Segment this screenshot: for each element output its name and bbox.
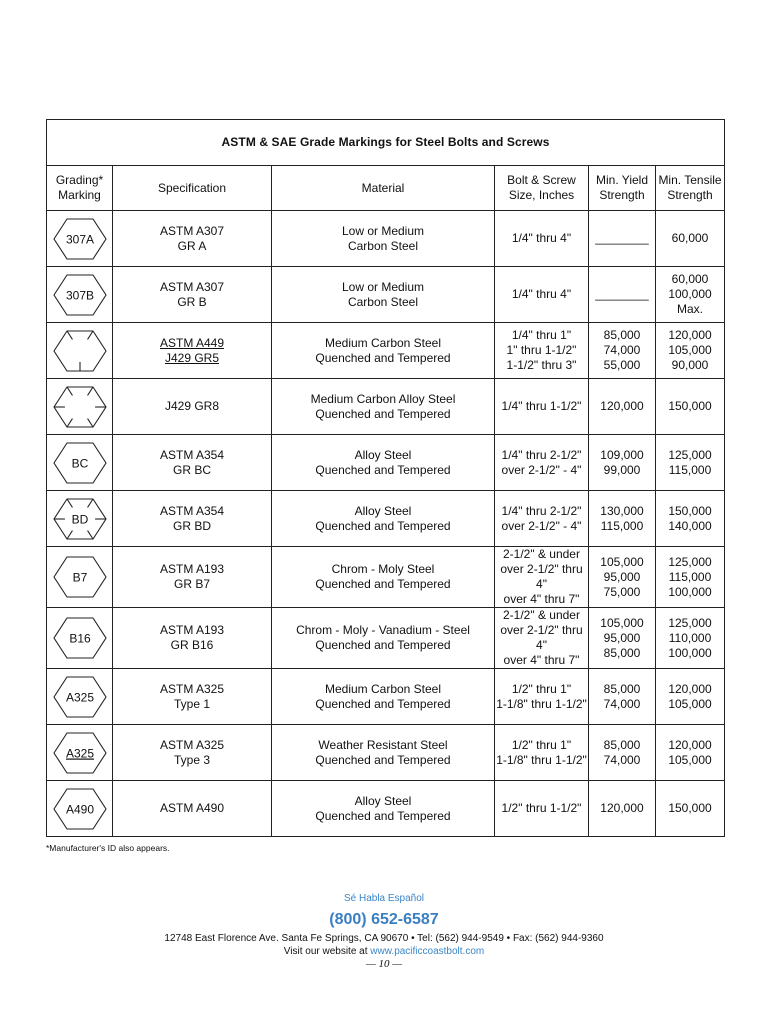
tensile-strength-cell-line: 140,000 [668,518,712,533]
material-cell [272,669,495,725]
material-cell-line: Quenched and Tempered [315,808,451,823]
specification-cell [113,669,272,725]
table-row [47,267,725,323]
specification-cell-line: ASTM A307 [159,279,225,294]
size-cell [495,211,589,267]
material-cell [272,725,495,781]
yield-strength-cell [589,323,656,379]
table-row [47,211,725,267]
size-cell-line: 1/4" thru 2-1/2" [501,447,582,462]
specification-cell-line: ASTM A193 [159,562,225,576]
specification-cell-line: GR B16 [170,638,214,652]
tensile-strength-cell-line: 120,000 [668,328,712,342]
material-cell-line: Quenched and Tempered [315,696,451,711]
material-cell [272,211,495,267]
yield-strength-cell [589,379,656,435]
tensile-strength-cell [656,669,725,725]
tensile-strength-cell-line: 60,000 [671,272,709,286]
tensile-strength-cell [656,725,725,781]
yield-strength-cell-line: 74,000 [603,696,641,711]
yield-strength-cell-line: 85,000 [603,645,641,660]
yield-strength-cell [589,491,656,547]
tensile-strength-cell-line: 125,000 [668,447,712,462]
header-tensile: Min. Tensile Strength [656,166,725,211]
grade-marking-label: A325 [65,690,94,704]
size-cell-line: 1-1/8" thru 1-1/2" [496,752,587,767]
yield-strength-cell-line: 120,000 [600,801,644,815]
yield-strength-cell-line: 55,000 [603,358,641,372]
material-cell [272,323,495,379]
tensile-strength-cell [656,547,725,608]
table-row [47,379,725,435]
table-row [47,725,725,781]
hexagon-307b-icon [53,273,107,317]
hexagon-three-radial-lines-icon [53,329,107,373]
header-material: Material [272,166,495,211]
size-cell-line: 2-1/2" & under [503,608,580,622]
size-cell-line: over 2-1/2" thru 4" [500,623,583,652]
grade-marking-label: 307A [65,232,94,246]
table-title: ASTM & SAE Grade Markings for Steel Bolts and Screws [47,120,725,166]
material-cell-line: Chrom - Moly - Vanadium - Steel [296,623,470,637]
size-cell-line: over 2-1/2" thru 4" [500,562,583,591]
size-cell-line: 1-1/2" thru 3" [506,358,577,372]
material-cell-line: Low or Medium [341,279,425,294]
tensile-strength-cell-line: 60,000 [671,231,709,245]
material-cell-line: Quenched and Tempered [315,577,451,591]
yield-strength-cell-line: 85,000 [603,737,641,752]
tensile-strength-cell-line: 120,000 [668,737,712,752]
specification-cell-line: GR BD [172,518,211,533]
size-cell [495,781,589,837]
website-prefix: Visit our website at [283,946,371,957]
material-cell-line: Carbon Steel [347,294,419,309]
specification-cell-line: GR B7 [173,577,210,591]
specification-cell-line: ASTM A490 [159,801,225,815]
phone-number: (800) 652-6587 [329,911,439,928]
material-cell [272,491,495,547]
tensile-strength-cell [656,267,725,323]
material-cell [272,267,495,323]
grade-marking-label: B16 [68,631,91,646]
size-cell-line: 1/2" thru 1" [511,681,572,696]
material-cell [272,547,495,608]
grade-marking-label: BC [71,456,88,470]
tensile-strength-cell [656,323,725,379]
material-cell-line: Medium Carbon Alloy Steel [310,391,456,406]
grade-marking-cell [47,211,113,267]
yield-strength-cell-line: 74,000 [603,343,641,357]
website-line [0,946,768,957]
tensile-strength-cell-line: 115,000 [668,462,712,477]
size-cell [495,435,589,491]
website-link[interactable]: www.pacificcoastbolt.com [370,946,485,957]
grade-marking-cell [47,435,113,491]
size-cell [495,379,589,435]
size-cell-line: 1/2" thru 1-1/2" [501,801,582,815]
size-cell-line: 1/4" thru 1-1/2" [501,399,582,413]
tensile-strength-cell-line: 90,000 [671,358,709,372]
size-cell [495,608,589,669]
specification-cell-line: ASTM A449 [159,335,225,350]
hexagon-six-radial-lines-icon [53,385,107,429]
material-cell-line: Medium Carbon Steel [324,335,442,350]
tensile-strength-cell-line: 110,000 [668,630,712,645]
tensile-strength-cell [656,608,725,669]
hexagon-307a-icon [53,217,107,261]
tensile-strength-cell [656,491,725,547]
hexagon-b16-icon [53,616,107,660]
material-cell-line: Quenched and Tempered [315,406,451,421]
specification-cell-line: GR A [177,238,207,253]
hexagon-bd-six-lines-icon [53,497,107,541]
material-cell-line: Quenched and Tempered [315,462,451,477]
tensile-strength-cell [656,379,725,435]
table-row [47,608,725,669]
tensile-strength-cell-line: 150,000 [668,503,712,518]
yield-strength-cell-line: ________ [595,231,649,245]
header-specification: Specification [113,166,272,211]
grade-marking-label: 307B [65,288,94,302]
yield-strength-cell-line: 115,000 [600,518,644,533]
address-line: 12748 East Florence Ave. Santa Fe Springs, CA 90670 • Tel: (562) 944-9549 • Fax: (562) 944-9360 [164,933,604,944]
grade-marking-cell [47,669,113,725]
se-habla-espanol: Sé Habla Español [343,893,425,904]
size-cell [495,669,589,725]
specification-cell [113,211,272,267]
specification-cell [113,323,272,379]
material-cell [272,781,495,837]
size-cell [495,323,589,379]
size-cell-line: over 2-1/2" - 4" [501,462,582,477]
grade-marking-cell [47,725,113,781]
material-cell-line: Alloy Steel [354,503,412,518]
grade-marking-label: BD [71,512,88,526]
tensile-strength-cell-line: 125,000 [668,615,712,630]
size-cell-line: 1/4" thru 1" [511,328,572,342]
size-cell-line: 1-1/8" thru 1-1/2" [496,696,587,711]
grade-marking-cell [47,267,113,323]
size-cell-line: 2-1/2" & under [503,547,580,561]
tensile-strength-cell-line: 150,000 [668,399,712,413]
specification-cell [113,267,272,323]
tensile-strength-cell-line: 115,000 [668,569,712,584]
yield-strength-cell [589,781,656,837]
hexagon-a325-icon [53,675,107,719]
size-cell [495,491,589,547]
material-cell-line: Alloy Steel [354,447,412,462]
tensile-strength-cell-line: 105,000 [668,752,712,767]
tensile-strength-cell-line: 105,000 [668,343,712,357]
yield-strength-cell [589,211,656,267]
material-cell-line: Chrom - Moly Steel [331,562,435,576]
tensile-strength-cell-line: 120,000 [668,681,712,696]
yield-strength-cell-line: 99,000 [603,462,641,477]
specification-cell-line: ASTM A307 [159,223,225,238]
material-cell [272,435,495,491]
specification-cell-line: Type 1 [173,696,211,711]
tensile-strength-cell [656,211,725,267]
size-cell [495,725,589,781]
yield-strength-cell [589,608,656,669]
specification-cell-line: ASTM A325 [159,737,225,752]
material-cell-line: Carbon Steel [347,238,419,253]
hexagon-a325-underlined-icon [53,731,107,775]
size-cell-line: 1/4" thru 2-1/2" [501,503,582,518]
hexagon-a490-icon [53,787,107,831]
grade-marking-label: A490 [65,802,94,816]
header-row [47,166,725,211]
table-row [47,547,725,608]
size-cell-line: over 4" thru 7" [503,653,580,667]
size-cell [495,547,589,608]
material-cell [272,379,495,435]
yield-strength-cell-line: 95,000 [603,630,641,645]
yield-strength-cell-line: ________ [595,287,649,301]
table-row [47,669,725,725]
specification-cell [113,379,272,435]
yield-strength-cell-line: 85,000 [603,681,641,696]
table-row [47,435,725,491]
tensile-strength-cell-line: 105,000 [668,696,712,711]
specification-cell-line: J429 GR5 [164,350,220,365]
material-cell-line: Quenched and Tempered [315,350,451,365]
footnote: *Manufacturer's ID also appears. [46,843,170,853]
table-row [47,491,725,547]
specification-cell [113,725,272,781]
size-cell-line: 1/4" thru 4" [511,287,572,301]
specification-cell [113,491,272,547]
specification-cell-line: GR B [177,294,207,309]
yield-strength-cell-line: 120,000 [600,399,644,413]
tensile-strength-cell-line: Max. [677,302,704,316]
tensile-strength-cell [656,435,725,491]
size-cell-line: 1/4" thru 4" [511,231,572,245]
yield-strength-cell-line: 85,000 [603,328,641,342]
grade-marking-cell [47,608,113,669]
specification-cell-line: ASTM A354 [159,447,225,462]
specification-cell [113,435,272,491]
specification-cell-line: ASTM A354 [159,503,225,518]
hexagon-b7-icon [53,555,107,599]
grade-marking-cell [47,491,113,547]
grade-marking-label: B7 [72,570,87,585]
yield-strength-cell [589,267,656,323]
yield-strength-cell-line: 75,000 [603,584,641,599]
specification-cell [113,781,272,837]
grade-marking-cell [47,547,113,608]
table-row [47,781,725,837]
specification-cell-line: ASTM A325 [159,681,225,696]
material-cell-line: Quenched and Tempered [315,638,451,652]
size-cell [495,267,589,323]
yield-strength-cell [589,725,656,781]
tensile-strength-cell-line: 150,000 [668,801,712,815]
specification-cell [113,547,272,608]
yield-strength-cell-line: 105,000 [600,615,644,630]
yield-strength-cell-line: 109,000 [600,447,644,462]
yield-strength-cell [589,669,656,725]
grade-marking-cell [47,323,113,379]
grade-marking-label: A325 [65,746,94,760]
specification-cell-line: GR BC [172,462,211,477]
specification-cell [113,608,272,669]
material-cell-line: Medium Carbon Steel [324,681,442,696]
size-cell-line: 1/2" thru 1" [511,737,572,752]
tensile-strength-cell-line: 125,000 [668,554,712,569]
grade-marking-cell [47,781,113,837]
specification-cell-line: Type 3 [173,752,211,767]
tensile-strength-cell [656,781,725,837]
material-cell-line: Weather Resistant Steel [318,737,448,752]
tensile-strength-cell-line: 100,000 [668,645,712,660]
size-cell-line: over 2-1/2" - 4" [501,518,582,533]
hexagon-bc-icon [53,441,107,485]
size-cell-line: 1" thru 1-1/2" [506,343,577,357]
material-cell [272,608,495,669]
grade-markings-table [46,119,725,837]
size-cell-line: over 4" thru 7" [503,592,580,606]
yield-strength-cell-line: 74,000 [603,752,641,767]
header-yield: Min. Yield Strength [589,166,656,211]
material-cell-line: Quenched and Tempered [315,752,451,767]
material-cell-line: Low or Medium [341,223,425,238]
header-marking: Grading* Marking [47,166,113,211]
yield-strength-cell-line: 105,000 [600,554,644,569]
material-cell-line: Alloy Steel [354,793,412,808]
specification-cell-line: ASTM A193 [159,623,225,637]
yield-strength-cell [589,547,656,608]
grade-marking-cell [47,379,113,435]
page-number: — 10 — [365,958,403,970]
header-size: Bolt & Screw Size, Inches [495,166,589,211]
specification-cell-line: J429 GR8 [164,399,220,413]
tensile-strength-cell-line: 100,000 [668,287,712,301]
tensile-strength-cell-line: 100,000 [668,584,712,599]
yield-strength-cell [589,435,656,491]
table-row [47,323,725,379]
yield-strength-cell-line: 130,000 [600,503,644,518]
yield-strength-cell-line: 95,000 [603,569,641,584]
material-cell-line: Quenched and Tempered [315,518,451,533]
